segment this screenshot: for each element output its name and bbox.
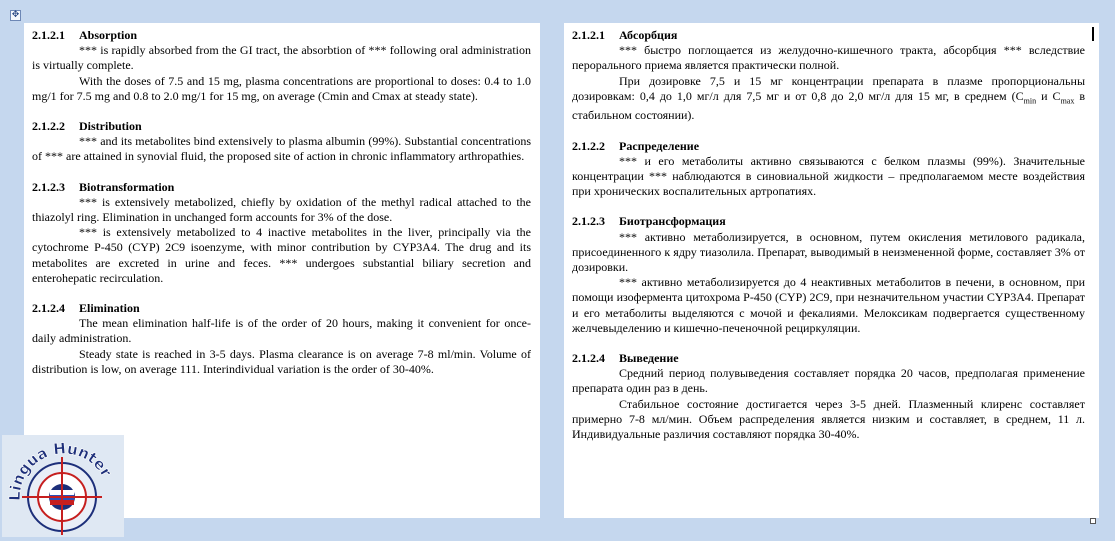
section-number: 2.1.2.3 [32,179,65,194]
ru-section-4 [572,351,1085,442]
paragraph: *** активно метаболизируется до 4 неактивных метаболитов в печени, в основном, при помощи изофермента цитохрома P-450 (CYP) 2C9, при незначительном участии CYP3A4. Препарат и его метаболиты выделяются с мочой и фекалиями. Мелоксикам подвергается существенному желчевыделению и кишечно-печеночной рециркуляции. [572,275,1085,335]
section-number: 2.1.2.2 [572,138,605,153]
section-title: Distribution [79,119,142,134]
paragraph: *** быстро поглощается из желудочно-кишечного тракта, абсорбция *** вследствие перорального приема является практически полной. [572,43,1085,73]
en-section-2 [32,119,531,165]
section-heading [32,28,531,43]
section-heading [572,351,1085,366]
crosshair-logo-icon [2,435,124,537]
paragraph: При дозировке 7,5 и 15 мг концентрации препарата в плазме пропорциональны дозировкам: 0,4 до 1,0 мг/л для 7,5 мг и от 0,8 до 2,0 мг/л для 15 мг, в среднем ($C_{min}$ и $C_{max}$ в стабильном состоянии). [572,73,1086,123]
table-move-handle[interactable]: ✥ [11,10,20,20]
en-section-1 [32,28,531,104]
section-heading [572,139,1085,154]
section-title: Absorption [79,28,138,42]
en-section-3 [32,180,531,286]
logo-text: Lingua Hunter [5,439,116,502]
table-resize-handle[interactable] [1090,518,1096,524]
section-title: Биотрансформация [619,214,726,229]
paragraph: With the doses of 7.5 and 15 mg, plasma concentrations are proportional to doses: 0.4 to 1.0 mg/1 for 7.5 mg and 0.8 to 2.0 mg/1 for 15 mg, on average (Cmin and Cmax at steady state). [32,73,531,103]
section-heading [32,301,531,316]
section-number: 2.1.2.3 [572,214,605,229]
paragraph: *** is rapidly absorbed from the GI tract, the absorbtion of *** following oral administration is virtually complete. [32,43,531,73]
section-heading [572,28,1085,43]
paragraph: *** is extensively metabolized to 4 inactive metabolites in the liver, principally via the cytochrome P-450 (CYP) 2C9 isoenzyme, with minor contribution by CYP3A4. The drug and its metabolites are excreted in urine and feces. *** undergoes substantial biliary secretion and enterohepatic recirculation. [32,225,531,285]
section-number: 2.1.2.4 [32,301,65,316]
section-title: Выведение [619,351,679,366]
section-title: Распределение [619,138,700,153]
paragraph: *** активно метаболизируется, в основном, путем окисления метилового радикала, присоединенного к ядру тиазолила. Препарат, выводимый в неизмененной форме, составляет 3% от дозировки. [572,229,1085,275]
section-number: 2.1.2.4 [572,351,605,366]
russian-text-column [564,23,1099,518]
section-heading [32,119,531,134]
section-number: 2.1.2.2 [32,119,65,134]
section-title: Elimination [79,301,140,316]
lingua-hunter-logo [2,435,124,537]
text-cursor [1092,27,1094,41]
section-title: Biotransformation [79,179,175,194]
paragraph: *** and its metabolites bind extensively to plasma albumin (99%). Substantial concentrations of *** are attained in synovial fluid, the proposed site of action in chronic inflammatory arthropathies. [32,134,531,164]
section-heading [572,214,1085,229]
paragraph: Стабильное состояние достигается через 3-5 дней. Плазменный клиренс составляет примерно 7-8 мл/мин. Объем распределения является низким и составляет, в среднем, 11 л. Индивидуальные различия составляют порядка 30-40%. [572,396,1085,442]
en-section-4 [32,301,531,377]
section-number: 2.1.2.1 [572,28,605,42]
paragraph: The mean elimination half-life is of the order of 20 hours, making it convenient for once-daily administration. [32,316,531,346]
ru-section-3 [572,214,1085,336]
paragraph: *** и его метаболиты активно связываются с белком плазмы (99%). Значительные концентрации *** наблюдаются в синовиальной жидкости – предполагаемом месте воздействия при хронических воспалительных артропатиях. [572,153,1085,199]
section-title: Абсорбция [619,28,678,42]
paragraph: *** is extensively metabolized, chiefly by oxidation of the methyl radical attached to the thiazolyl ring. Elimination in unchanged form accounts for 3% of the dose. [32,194,531,225]
section-heading [32,180,531,195]
paragraph: Средний период полувыведения составляет порядка 20 часов, предполагая применение препарата один раз в день. [572,366,1085,396]
ru-section-1 [572,28,1085,124]
section-number: 2.1.2.1 [32,28,65,42]
ru-section-2 [572,139,1085,200]
paragraph: Steady state is reached in 3-5 days. Plasma clearance is on average 7-8 ml/min. Volume of distribution is low, on average 111. Interindividual variation is the order of 30-40%. [32,346,531,376]
